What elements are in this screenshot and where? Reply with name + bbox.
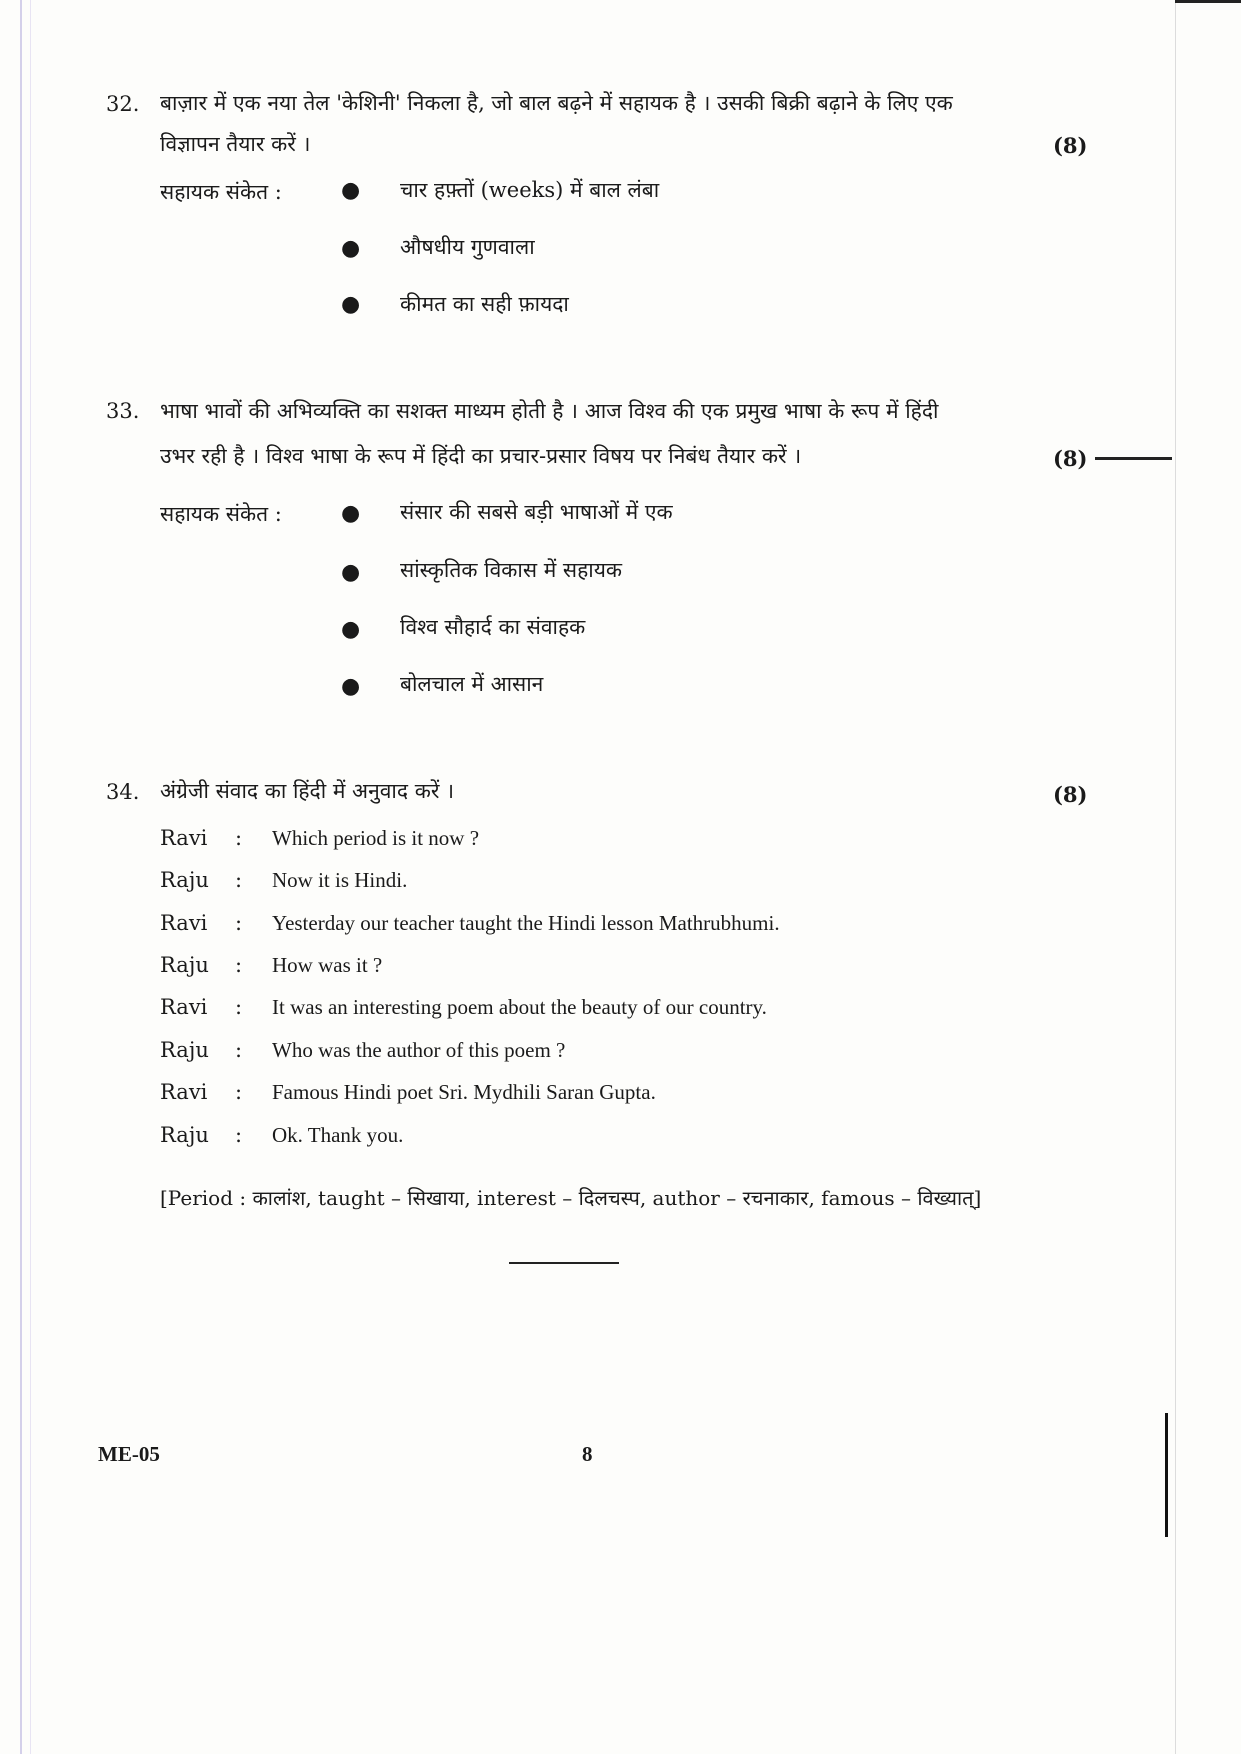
bullet-icon: ● (341, 236, 361, 261)
page-edge-line (1175, 0, 1176, 1754)
hint-label: सहायक संकेत : (160, 502, 282, 526)
dialogue-line: Famous Hindi poet Sri. Mydhili Saran Gupta. (272, 1080, 656, 1104)
hint-item: संसार की सबसे बड़ी भाषाओं में एक (400, 500, 673, 524)
bullet-icon: ● (341, 560, 361, 585)
question-number: 33. (106, 399, 140, 423)
question-text-line: बाज़ार में एक नया तेल 'केशिनी' निकला है, जो बाल बढ़ने में सहायक है । उसकी बिक्री बढ़ाने के लिए एक (160, 91, 953, 115)
question-text-line: विज्ञापन तैयार करें । (160, 132, 311, 156)
glossary-note: [Period : कालांश, taught – सिखाया, interest – दिलचस्प, author – रचनाकार, famous – विख्यात्] (160, 1186, 982, 1210)
dialogue-speaker: Ravi (160, 995, 208, 1019)
scan-mark (1095, 457, 1172, 460)
hint-item: बोलचाल में आसान (400, 672, 544, 696)
dialogue-colon: : (235, 911, 243, 935)
question-text-line: भाषा भावों की अभिव्यक्ति का सशक्त माध्यम होती है । आज विश्व की एक प्रमुख भाषा के रूप में हिंदी (160, 399, 939, 423)
marks-label: (8) (1053, 782, 1088, 807)
dialogue-colon: : (235, 1080, 243, 1104)
dialogue-speaker: Raju (160, 1038, 209, 1062)
question-text-line: उभर रही है । विश्व भाषा के रूप में हिंदी का प्रचार-प्रसार विषय पर निबंध तैयार करें । (160, 444, 802, 468)
bullet-icon: ● (341, 617, 361, 642)
dialogue-colon: : (235, 1038, 243, 1062)
dialogue-line: Who was the author of this poem ? (272, 1038, 566, 1062)
page-number: 8 (582, 1442, 593, 1466)
dialogue-line: How was it ? (272, 953, 383, 977)
question-text-line: अंग्रेजी संवाद का हिंदी में अनुवाद करें । (160, 779, 455, 803)
bullet-icon: ● (341, 178, 361, 203)
marks-label: (8) (1053, 133, 1088, 158)
dialogue-colon: : (235, 826, 243, 850)
dialogue-colon: : (235, 953, 243, 977)
hint-item: विश्व सौहार्द का संवाहक (400, 615, 586, 639)
question-number: 34. (106, 780, 140, 804)
dialogue-speaker: Raju (160, 1123, 209, 1147)
dialogue-line: It was an interesting poem about the beauty of our country. (272, 995, 767, 1019)
dialogue-speaker: Ravi (160, 826, 208, 850)
hint-item: चार हफ़्तों (weeks) में बाल लंबा (400, 178, 660, 202)
dialogue-colon: : (235, 995, 243, 1019)
dialogue-speaker: Raju (160, 953, 209, 977)
page-edge-line (30, 0, 31, 1754)
dialogue-line: Yesterday our teacher taught the Hindi lesson Mathrubhumi. (272, 911, 780, 935)
scan-mark (1165, 1413, 1168, 1537)
hint-label: सहायक संकेत : (160, 180, 282, 204)
hint-item: कीमत का सही फ़ायदा (400, 292, 569, 316)
paper-code: ME-05 (98, 1442, 160, 1466)
dialogue-speaker: Ravi (160, 1080, 208, 1104)
hint-item: सांस्कृतिक विकास में सहायक (400, 558, 623, 582)
dialogue-line: Which period is it now ? (272, 826, 480, 850)
end-rule (509, 1262, 619, 1264)
scan-mark (1175, 0, 1241, 3)
dialogue-colon: : (235, 1123, 243, 1147)
bullet-icon: ● (341, 501, 361, 526)
dialogue-speaker: Ravi (160, 911, 208, 935)
dialogue-line: Now it is Hindi. (272, 868, 408, 892)
bullet-icon: ● (341, 292, 361, 317)
dialogue-colon: : (235, 868, 243, 892)
dialogue-speaker: Raju (160, 868, 209, 892)
bullet-icon: ● (341, 674, 361, 699)
page-edge-line (20, 0, 22, 1754)
marks-label: (8) (1053, 446, 1088, 471)
dialogue-line: Ok. Thank you. (272, 1123, 404, 1147)
hint-item: औषधीय गुणवाला (400, 235, 535, 259)
question-number: 32. (106, 92, 140, 116)
